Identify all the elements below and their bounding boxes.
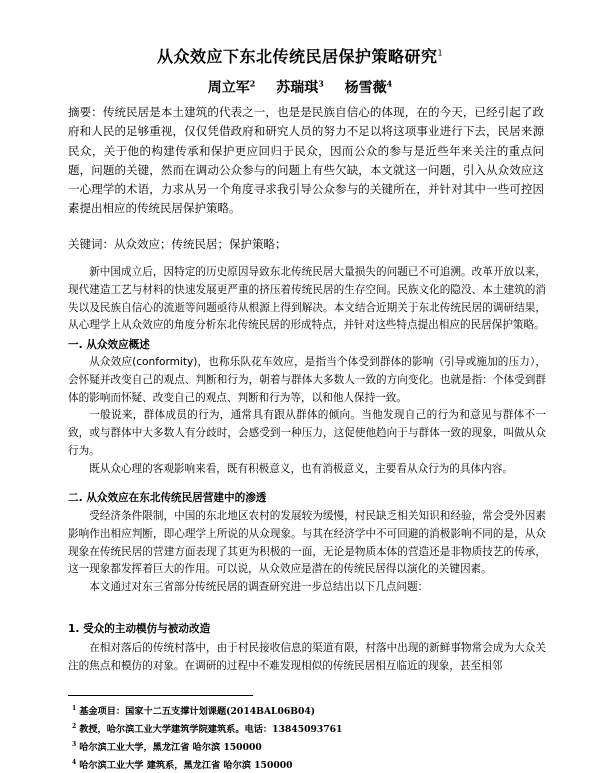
author (276, 80, 324, 96)
author (208, 80, 256, 96)
footnote-mark: 1 (72, 705, 77, 712)
footnote-mark: 4 (72, 759, 77, 767)
intro-paragraph: 新中国成立后，因特定的历史原因导致东北传统民居大量损失的问题已不可追溯。改革开放以来，现代建造工艺与材料的快速发展更严重的挤压着传统民居的生存空间。民族文化的隐没、本土建筑的消失以及民族自信心的流逝等问题亟待从根源上得到解决。本文结合近期关于东北传统民居的调研结果，从心理学上从众效应的角度分析东北传统民居的形成特点，并针对这些特点提出相应的民居保护策略。 (68, 266, 546, 332)
footnote (72, 701, 342, 719)
footnote-text: 哈尔滨工业大学 建筑系，黑龙江省 哈尔滨 150000 (79, 760, 293, 772)
paragraph: 既从众心理的客观影响来看，既有积极意义，也有消极意义，主要看从众行为的具体内容。 (89, 462, 513, 475)
title-footnote-mark: 1 (437, 48, 444, 58)
author-name: 苏瑞琪 (276, 80, 319, 96)
author-name: 周立军 (207, 80, 250, 96)
footnote (72, 755, 342, 773)
section-heading: 一. 从众效应概述 (68, 339, 150, 351)
footnote-mark: 3 (72, 741, 77, 749)
author-name: 杨雪薇 (344, 80, 387, 96)
section-heading: 二. 从众效应在东北传统民居营建中的渗透 (68, 492, 267, 504)
subsection-1-body (68, 640, 546, 676)
section-2-body (68, 508, 546, 597)
author-list (0, 77, 600, 97)
keywords-text: 从众效应；传统民居；保护策略； (114, 237, 287, 251)
footnote (72, 737, 342, 755)
title-text: 从众效应下东北传统民居保护策略研究 (156, 47, 438, 66)
intro-section (68, 264, 546, 335)
subsection-heading: 1. 受众的主动模仿与被动改造 (68, 623, 211, 635)
abstract (68, 103, 544, 219)
footnote-mark: 2 (72, 723, 77, 731)
abstract-text: 传统民居是本土建筑的代表之一，也是是民族自信心的体现，在的今天，已经引起了政府和人民的足够重视，仅仅凭借政府和研究人员的努力不足以将这项事业进行下去，民居来源民众，关于他的构建传承和保护更应回归于民众，因而公众的参与是近些年来关注的重点问题，问题的关键，然而在调动公众参与的问题上有些欠缺，本文就这一问题，引入从众效应这一心理学的术语，力求从另一个角度寻求我引导公众参与的关键所在，并针对其中一些可控因素提出相应的传统民居保护策略。 (68, 105, 545, 216)
keywords-label: 关键词： (68, 237, 114, 251)
author-mark: 4 (386, 78, 393, 89)
author-mark: 3 (318, 78, 324, 89)
author (345, 80, 393, 96)
footnote (72, 719, 342, 737)
author-mark: 2 (249, 78, 256, 89)
paragraph: 受经济条件限制，中国的东北地区农村的发展较为缓慢，村民缺乏相关知识和经验，常会受外因素影响作出相应判断，即心理学上所说的从众现象。与其在经济学中不可回避的消极影响不同的是，从众现象在传统民居的营建方面表现了其更为积极的一面，无论是物质本体的营造还是非物质技艺的传承，这一现象都发挥着巨大的作用。可以说，从众效应是潜在的传统民居得以演化的关键因素。 (68, 510, 546, 576)
paragraph: 从众效应(conformity)，也称乐队花车效应，是指当个体受到群体的影响（引导或施加的压力），会怀疑并改变自己的观点、判断和行为，朝着与群体大多数人一致的方向变化。也就是指：个体受到群体的影响而怀疑、改变自己的观点、判断和行为等，以和他人保持一致。 (68, 356, 546, 404)
abstract-label: 摘要： (68, 105, 103, 119)
footnotes (72, 701, 342, 773)
paragraph: 本文通过对东三省部分传统民居的调查研究进一步总结出以下几点问题： (89, 581, 429, 594)
keywords (68, 236, 544, 252)
paragraph: 在相对落后的传统村落中，由于村民接收信息的渠道有限，村落中出现的新鲜事物常会成为大众关注的焦点和模仿的对象。在调研的过程中不难发现相似的传统民居相互临近的现象，甚至相邻 (68, 642, 546, 672)
paragraph: 一般说来，群体成员的行为，通常具有跟从群体的倾向。当他发现自己的行为和意见与群体不一致，或与群体中大多数人有分歧时，会感受到一种压力，这促使他趋向于与群体一致的现象，叫做从众行为。 (68, 409, 546, 457)
footnote-text: 哈尔滨工业大学，黑龙江省 哈尔滨 150000 (79, 742, 262, 754)
footnote-text: 基金项目：国家十二五支撑计划课题(2014BAL06B04) (79, 706, 316, 718)
section-1-body (68, 354, 546, 479)
paper-title (0, 44, 600, 67)
footnote-text: 教授，哈尔滨工业大学建筑学院建筑系。电话：13845093761 (79, 724, 343, 736)
footnote-divider (68, 695, 253, 696)
